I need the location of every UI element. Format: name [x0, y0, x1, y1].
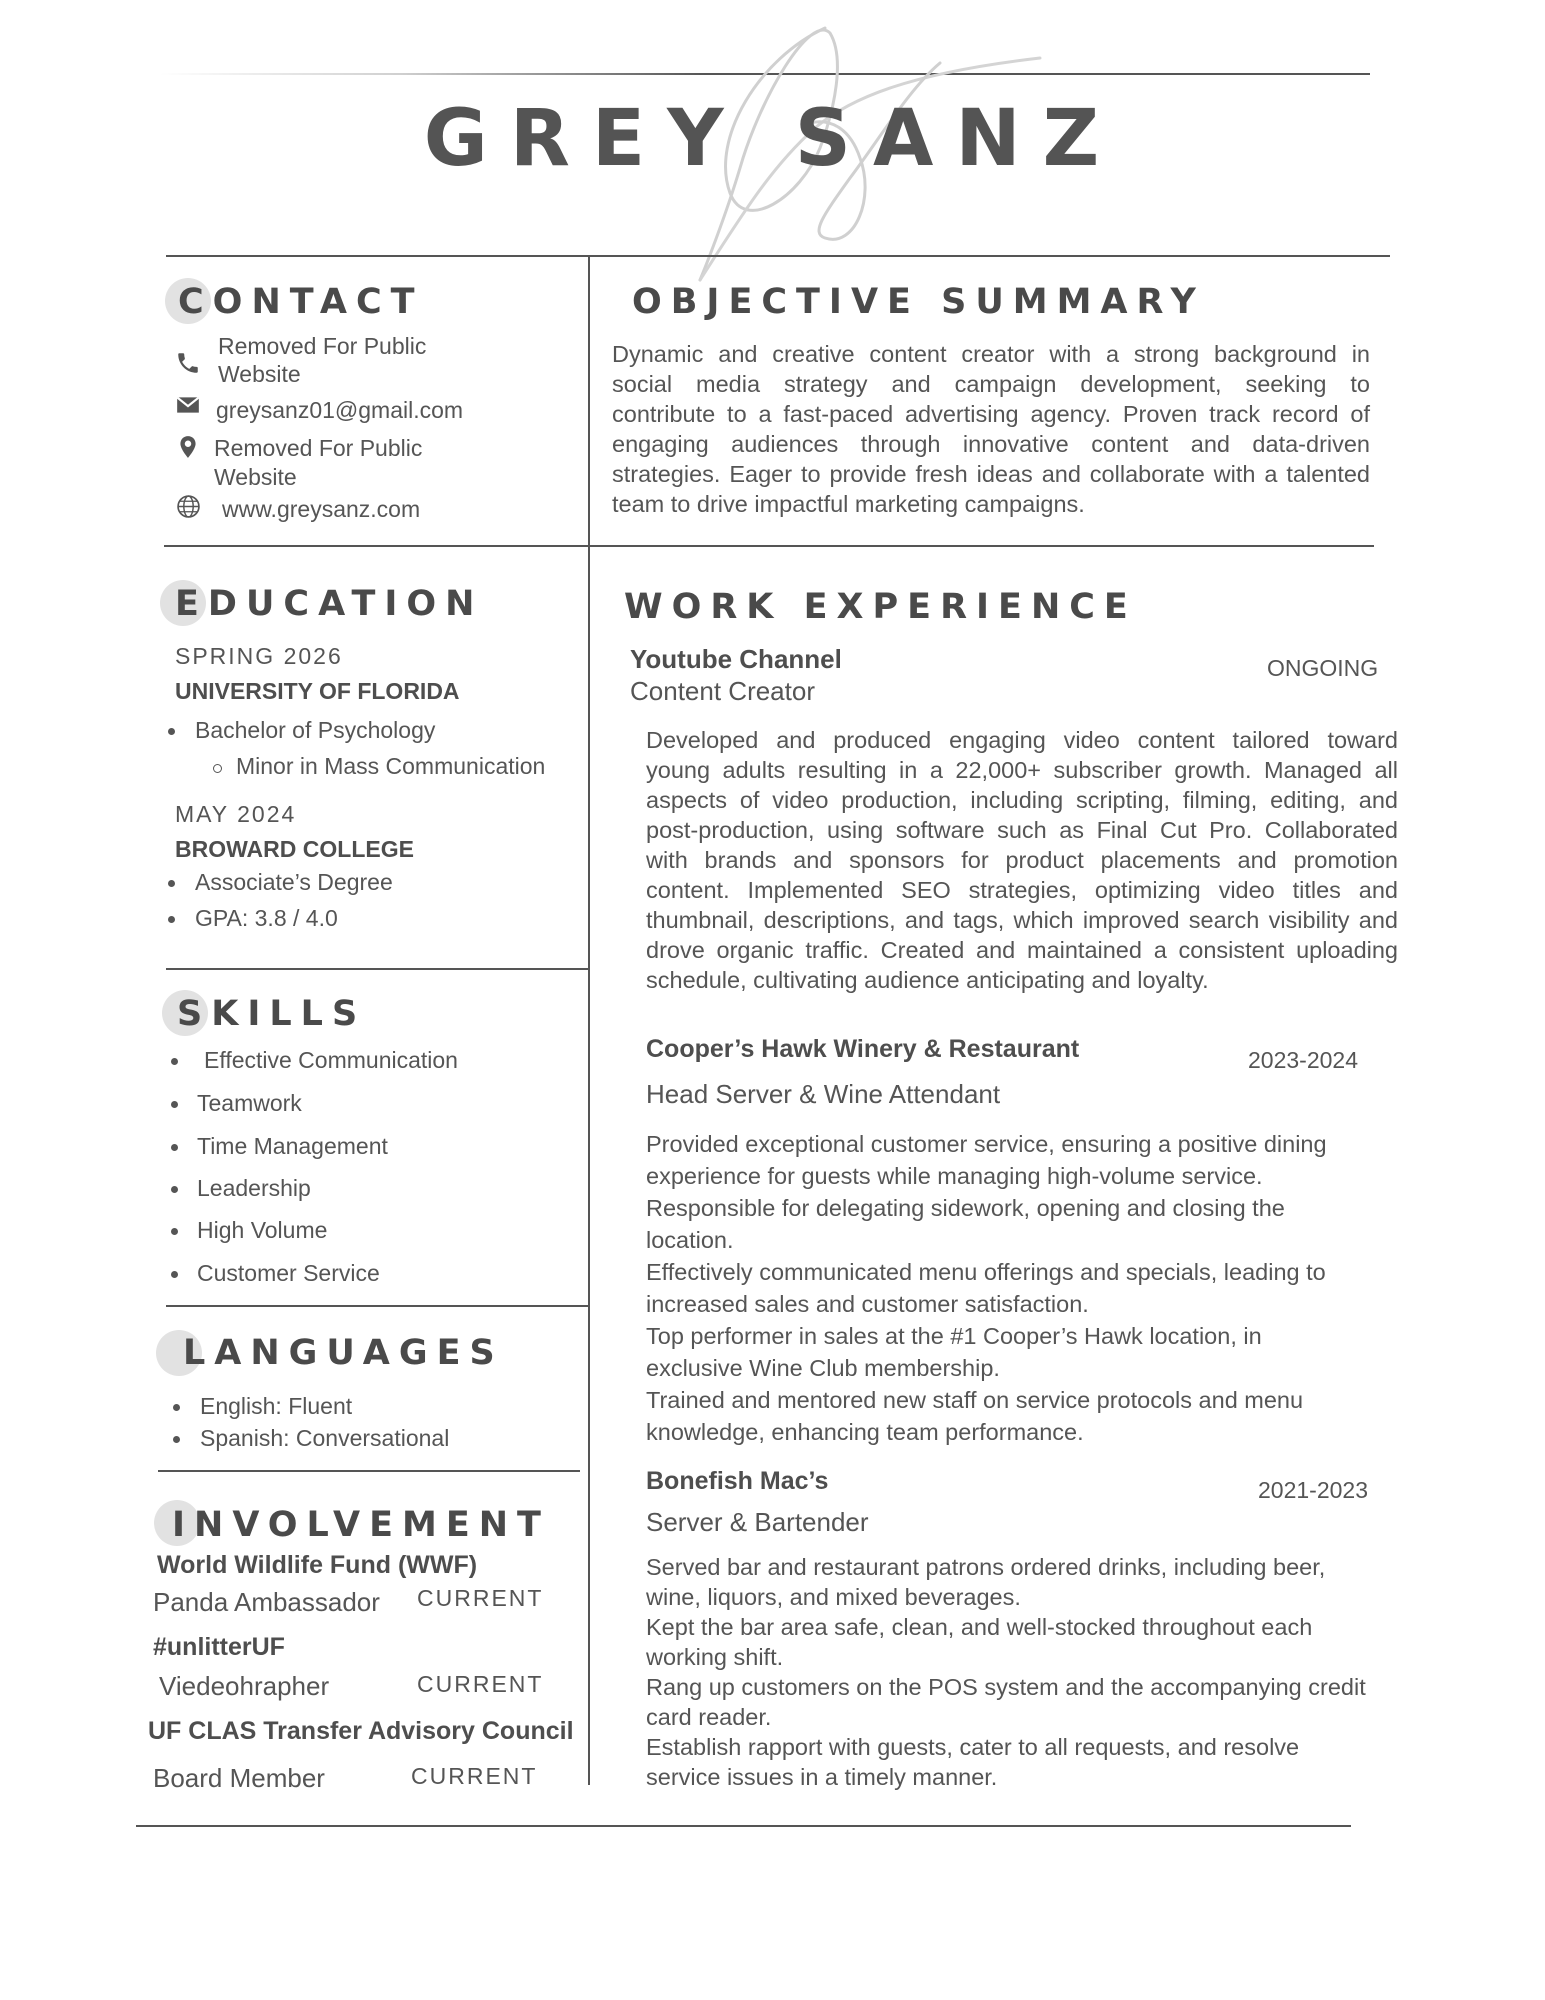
job-line: experience for guests while managing high-volume service.: [646, 1163, 1263, 1189]
skills-bottom-rule: [166, 1305, 588, 1307]
objective-line: engaging audiences through innovative content and data-driven: [612, 431, 1370, 457]
job-line: with brands and sponsors for product placements and promotion: [646, 847, 1398, 873]
job-line: Trained and mentored new staff on service protocols and menu: [646, 1387, 1304, 1413]
involvement-role: Board Member: [153, 1763, 325, 1793]
education-item: GPA: 3.8 / 4.0: [195, 905, 338, 931]
bullet: [173, 1436, 180, 1443]
involvement-org: UF CLAS Transfer Advisory Council: [148, 1717, 574, 1745]
skill-item: Customer Service: [197, 1260, 380, 1286]
bullet: [171, 1186, 178, 1193]
job-line: card reader.: [646, 1704, 772, 1730]
job-line: Served bar and restaurant patrons ordered drinks, including beer,: [646, 1554, 1326, 1580]
footer-rule: [136, 1825, 1351, 1827]
phone-icon: [175, 350, 201, 376]
job-line: Kept the bar area safe, clean, and well-stocked throughout each: [646, 1614, 1313, 1640]
contact-heading: CONTACT: [178, 282, 424, 322]
job-line: aspects of video production, including scripting, filming, editing, and: [646, 787, 1398, 813]
education-date: MAY 2024: [175, 801, 297, 827]
involvement-org: World Wildlife Fund (WWF): [157, 1551, 478, 1579]
involvement-status: CURRENT: [417, 1585, 544, 1611]
objective-line: team to drive impactful marketing campaigns.: [612, 491, 1085, 517]
email-icon: [175, 392, 201, 418]
job-title: Head Server & Wine Attendant: [646, 1079, 1001, 1109]
involvement-role: Panda Ambassador: [153, 1587, 380, 1617]
involvement-status: CURRENT: [417, 1671, 544, 1697]
contact-location-line-2: Website: [214, 464, 297, 490]
bullet: [168, 728, 175, 735]
job-company: Bonefish Mac’s: [646, 1467, 829, 1495]
bullet: [168, 880, 175, 887]
contact-phone-line-1: Removed For Public: [218, 333, 427, 359]
job-line: Establish rapport with guests, cater to all requests, and resolve: [646, 1734, 1300, 1760]
involvement-heading: INVOLVEMENT: [172, 1505, 550, 1545]
language-item: English: Fluent: [200, 1393, 353, 1419]
education-date: SPRING 2026: [175, 643, 343, 669]
education-subitem: Minor in Mass Communication: [236, 753, 546, 779]
job-line: Top performer in sales at the #1 Cooper’s Hawk location, in: [646, 1323, 1262, 1349]
bullet: [171, 1144, 178, 1151]
job-line: wine, liquors, and mixed beverages.: [646, 1584, 1021, 1610]
job-line: drove organic traffic. Created and maintained a consistent uploading: [646, 937, 1398, 963]
job-line: Provided exceptional customer service, ensuring a positive dining: [646, 1131, 1327, 1157]
skill-item: Effective Communication: [204, 1047, 458, 1073]
contact-bottom-rule: [164, 545, 1374, 547]
job-line: Developed and produced engaging video content tailored toward: [646, 727, 1398, 753]
job-line: Effectively communicated menu offerings and specials, leading to: [646, 1259, 1326, 1285]
job-title: Server & Bartender: [646, 1507, 869, 1537]
involvement-status: CURRENT: [411, 1763, 538, 1789]
education-item: Associate’s Degree: [195, 869, 393, 895]
job-line: thumbnail, descriptions, and tags, which improved search visibility and: [646, 907, 1398, 933]
work-heading: WORK EXPERIENCE: [624, 587, 1137, 627]
language-item: Spanish: Conversational: [200, 1425, 450, 1451]
globe-icon: [176, 494, 201, 519]
involvement-org: #unlitterUF: [153, 1633, 285, 1661]
job-dates: 2023-2024: [1248, 1047, 1358, 1073]
job-line: post-production, using software such as Final Cut Pro. Collaborated: [646, 817, 1398, 843]
bullet: [168, 916, 175, 923]
job-line: increased sales and customer satisfaction.: [646, 1291, 1089, 1317]
job-line: Responsible for delegating sidework, opening and closing the: [646, 1195, 1285, 1221]
sub-bullet: [213, 764, 222, 773]
location-pin-icon: [175, 432, 201, 462]
column-divider: [588, 257, 590, 1785]
contact-website[interactable]: www.greysanz.com: [222, 496, 421, 522]
job-dates: ONGOING: [1267, 655, 1379, 681]
skills-heading: SKILLS: [177, 994, 367, 1034]
contact-location-line-1: Removed For Public: [214, 435, 423, 461]
bullet: [171, 1058, 178, 1065]
education-school-name: BROWARD COLLEGE: [175, 836, 414, 862]
job-company: Cooper’s Hawk Winery & Restaurant: [646, 1035, 1080, 1063]
education-school-name: UNIVERSITY OF FLORIDA: [175, 678, 460, 704]
job-line: exclusive Wine Club membership.: [646, 1355, 1000, 1381]
job-company: Youtube Channel: [630, 644, 842, 674]
job-title: Content Creator: [630, 676, 815, 706]
job-line: content. Implemented SEO strategies, optimizing video titles and: [646, 877, 1398, 903]
education-item: Bachelor of Psychology: [195, 717, 436, 743]
objective-heading: OBJECTIVE SUMMARY: [632, 282, 1205, 322]
contact-email[interactable]: greysanz01@gmail.com: [216, 397, 464, 423]
languages-bottom-rule: [158, 1470, 580, 1472]
languages-heading: LANGUAGES: [183, 1333, 504, 1373]
objective-line: contribute to a fast-paced advertising agency. Proven track record of: [612, 401, 1370, 427]
education-heading: EDUCATION: [175, 584, 484, 624]
job-line: working shift.: [646, 1644, 784, 1670]
bullet: [171, 1271, 178, 1278]
skill-item: Leadership: [197, 1175, 311, 1201]
objective-line: strategies. Eager to provide fresh ideas and collaborate with a talented: [612, 461, 1370, 487]
job-dates: 2021-2023: [1258, 1477, 1368, 1503]
objective-paragraph: [612, 339, 1370, 519]
job-line: knowledge, enhancing team performance.: [646, 1419, 1084, 1445]
job-line: young adults resulting in a 22,000+ subscriber growth. Managed all: [646, 757, 1398, 783]
bullet: [171, 1228, 178, 1235]
bullet: [171, 1101, 178, 1108]
job-line: service issues in a timely manner.: [646, 1764, 998, 1790]
job-line: Rang up customers on the POS system and the accompanying credit: [646, 1674, 1366, 1700]
education-bottom-rule: [166, 968, 588, 970]
skill-item: High Volume: [197, 1217, 328, 1243]
objective-line: social media strategy and campaign development, seeking to: [612, 371, 1370, 397]
bullet: [173, 1404, 180, 1411]
job-line: location.: [646, 1227, 734, 1253]
person-name: GREY SANZ: [423, 94, 1122, 184]
skill-item: Teamwork: [197, 1090, 302, 1116]
header-bottom-rule: [166, 255, 1390, 257]
job-line: schedule, cultivating audience anticipating and loyalty.: [646, 967, 1209, 993]
contact-phone-line-2: Website: [218, 361, 301, 387]
involvement-role: Viedeohrapher: [159, 1671, 330, 1701]
job-description: [646, 1128, 1386, 1448]
job-description: [646, 1552, 1386, 1792]
skill-item: Time Management: [197, 1133, 388, 1159]
job-description: [646, 725, 1398, 995]
objective-line: Dynamic and creative content creator with a strong background in: [612, 341, 1370, 367]
